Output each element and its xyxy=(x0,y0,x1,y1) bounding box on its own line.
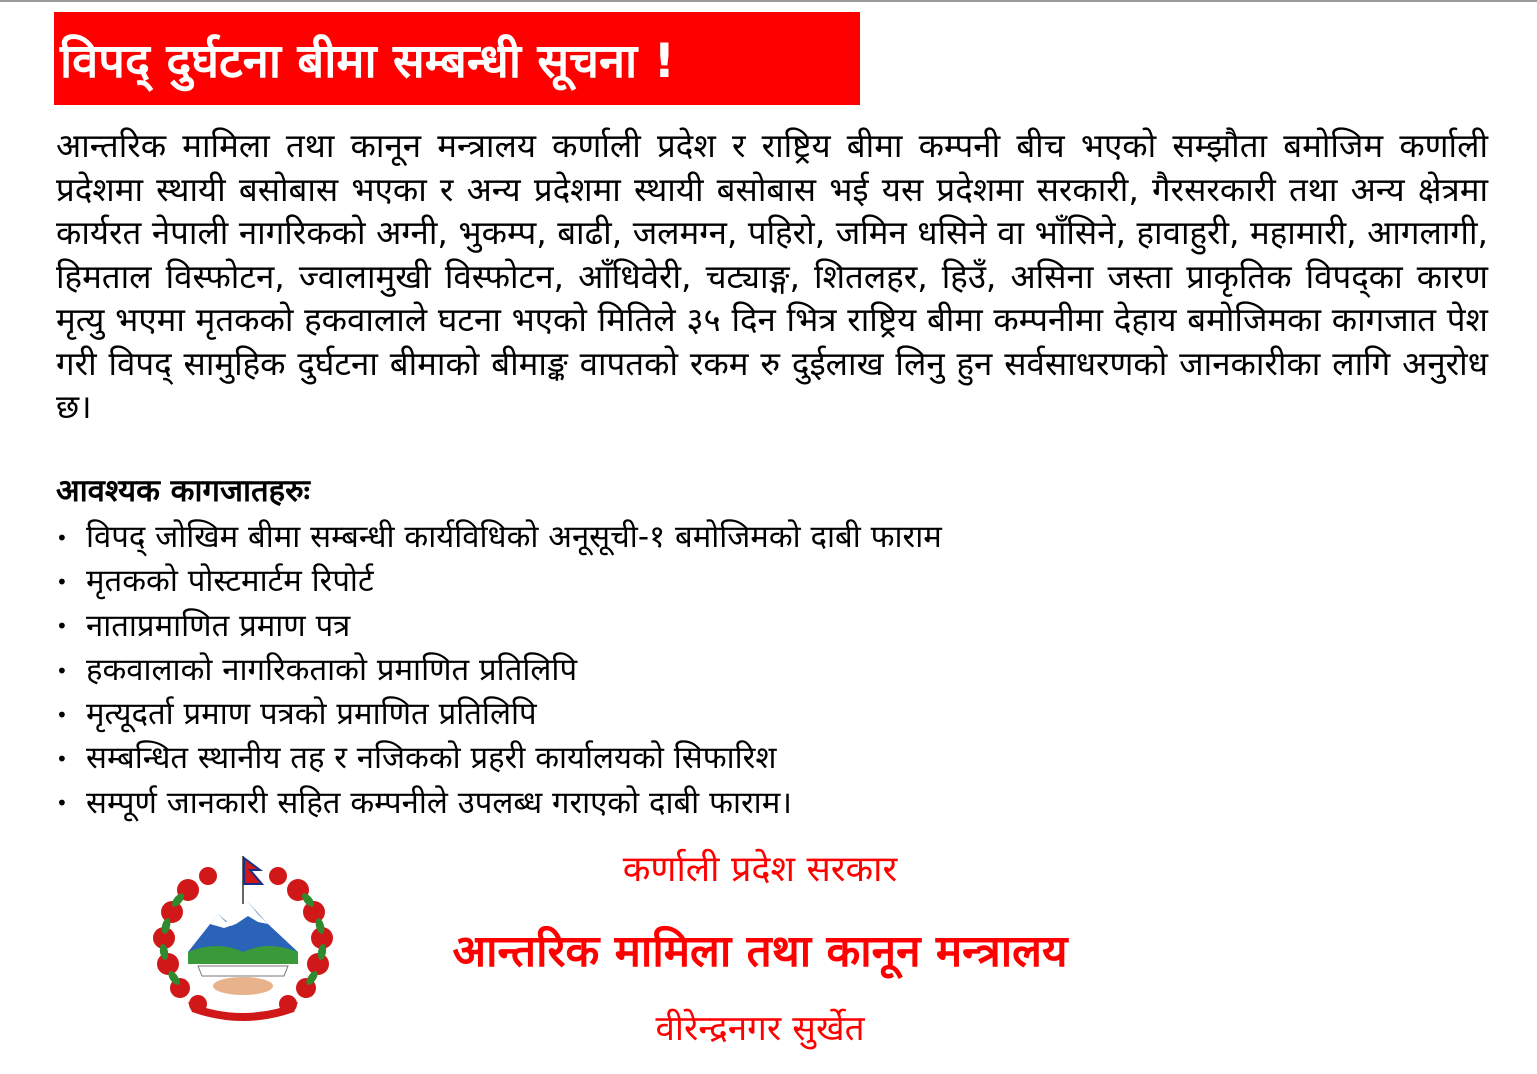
office-location: वीरेन्द्रनगर सुर्खेत xyxy=(655,1009,865,1049)
list-item-text: मृत्यूदर्ता प्रमाण पत्रको प्रमाणित प्रतिलिपि xyxy=(86,696,537,732)
list-item xyxy=(56,516,942,560)
list-item xyxy=(56,737,942,781)
bullet-icon: • xyxy=(56,747,68,771)
top-divider xyxy=(0,0,1537,2)
documents-list xyxy=(56,516,942,826)
list-item-text: हकवालाको नागरिकताको प्रमाणित प्रतिलिपि xyxy=(86,651,578,688)
list-item xyxy=(56,649,942,693)
list-item xyxy=(56,782,942,826)
list-item xyxy=(56,605,942,649)
list-item-text: सम्पूर्ण जानकारी सहित कम्पनीले उपलब्ध गराएको दाबी फाराम। xyxy=(86,784,792,821)
bullet-icon: • xyxy=(56,570,68,594)
notice-body: आन्तरिक मामिला तथा कानून मन्त्रालय कर्णाली प्रदेश र राष्ट्रिय बीमा कम्पनी बीच भएको सम्झौता बमोजिम कर्णाली प्रदेशमा स्थायी बसोबास भएका र अन्य प्रदेशमा स्थायी बसोबास भई यस प्रदेशमा सरकारी, गैरसरकारी तथा अन्य क्षेत्रमा कार्यरत नेपाली नागरिकको अग्नी, भुकम्प, बाढी, जलमग्न, पहिरो, जमिन धसिने वा भाँसिने, हावाहुरी, महामारी, आगलागी, हिमताल विस्फोटन, ज्वालामुखी विस्फोटन, आँधिवेरी, चट्याङ्ग, शितलहर, हिउँ, असिना जस्ता प्राकृतिक विपद्का कारण मृत्यु भएमा मृतकको हकवालाले घटना भएको मितिले ३५ दिन भित्र राष्ट्रिय बीमा कम्पनीमा देहाय बमोजिमका कागजात पेश गरी विपद् सामुहिक दुर्घटना बीमाको बीमाङ्क वापतको रकम रु दुईलाख लिनु हुन सर्वसाधरणको जानकारीका लागि अनुरोध छ। xyxy=(56,126,1488,426)
nepal-coat-of-arms-icon xyxy=(148,852,338,1024)
list-item-text: नाताप्रमाणित प्रमाण पत्र xyxy=(86,607,351,644)
list-item xyxy=(56,693,942,737)
notice-title: विपद् दुर्घटना बीमा सम्बन्धी सूचना ! xyxy=(54,12,860,105)
province-government-name: कर्णाली प्रदेश सरकार xyxy=(622,849,898,890)
list-item-text: मृतकको पोस्टमार्टम रिपोर्ट xyxy=(86,563,374,600)
documents-heading: आवश्यक कागजातहरुः xyxy=(56,473,310,509)
bullet-icon: • xyxy=(56,791,68,816)
list-item-text: सम्बन्धित स्थानीय तह र नजिकको प्रहरी कार्यालयको सिफारिश xyxy=(86,740,777,777)
bullet-icon: • xyxy=(56,525,68,550)
list-item xyxy=(56,560,942,604)
bullet-icon: • xyxy=(56,614,68,639)
list-item-text: विपद् जोखिम बीमा सम्बन्धी कार्यविधिको अनूसूची-१ बमोजिमको दाबी फाराम xyxy=(86,519,942,555)
ministry-name: आन्तरिक मामिला तथा कानून मन्त्रालय xyxy=(452,926,1068,977)
bullet-icon: • xyxy=(56,658,68,683)
bullet-icon: • xyxy=(56,702,68,727)
